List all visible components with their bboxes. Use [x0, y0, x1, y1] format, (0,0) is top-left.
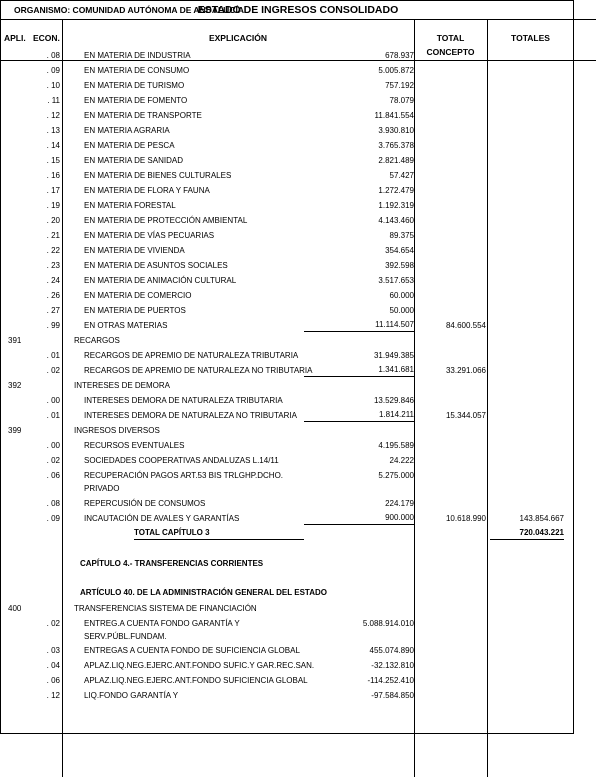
row-econ: . 02 — [46, 619, 60, 628]
header-apli: APLI. — [4, 33, 26, 43]
row-econ: . 10 — [46, 81, 60, 90]
row-econ: . 06 — [46, 676, 60, 685]
table-row — [0, 48, 574, 63]
row-econ: . 09 — [46, 66, 60, 75]
row-text: SOCIEDADES COOPERATIVAS ANDALUZAS L.14/11 — [84, 456, 279, 465]
table-row — [0, 318, 574, 333]
row-amt: 3.765.378 — [378, 141, 414, 150]
row-amt: 1.272.479 — [378, 186, 414, 195]
row-text: RECARGOS DE APREMIO DE NATURALEZA NO TRIBUTARIA — [84, 366, 313, 375]
table-row — [0, 93, 574, 108]
row-tot: 33.291.066 — [445, 366, 486, 375]
row-text: TOTAL CAPÍTULO 3 — [134, 526, 304, 540]
table-row — [0, 408, 574, 423]
row-econ: . 15 — [46, 156, 60, 165]
row-text: EN MATERIA DE COMERCIO — [84, 291, 192, 300]
table-row — [0, 468, 574, 493]
row-amt: 3.517.653 — [378, 276, 414, 285]
row-amt: 24.222 — [389, 456, 414, 465]
row-text: EN MATERIA DE PUERTOS — [84, 306, 186, 315]
table-row — [0, 168, 574, 183]
table-row — [0, 348, 574, 363]
row-text: LIQ.FONDO GARANTÍA Y — [84, 691, 179, 700]
row-amt: 455.074.890 — [369, 646, 414, 655]
table-row — [0, 616, 574, 641]
row-amt: 57.427 — [389, 171, 414, 180]
row-tot: 15.344.057 — [445, 411, 486, 420]
row-text: TRANSFERENCIAS SISTEMA DE FINANCIACIÓN — [74, 604, 257, 613]
row-econ: . 20 — [46, 216, 60, 225]
row-amt: 678.937 — [385, 51, 414, 60]
table-row — [0, 378, 574, 393]
row-econ: . 06 — [46, 471, 60, 480]
organismo-label: ORGANISMO: COMUNIDAD AUTÓNOMA DE ANDALUCÍA — [14, 5, 244, 15]
row-amt: 4.143.460 — [378, 216, 414, 225]
row-econ: . 12 — [46, 111, 60, 120]
row-text2: PRIVADO — [84, 484, 120, 493]
row-text: INGRESOS DIVERSOS — [74, 426, 160, 435]
row-text: REPERCUSIÓN DE CONSUMOS — [84, 499, 206, 508]
row-amt: 11.841.554 — [374, 111, 414, 120]
page-title: ESTADO DE INGRESOS CONSOLIDADO — [197, 4, 399, 16]
header-explicacion: EXPLICACIÓN — [208, 33, 268, 43]
table-row — [0, 123, 574, 138]
row-text: CAPÍTULO 4.- TRANSFERENCIAS CORRIENTES — [80, 559, 264, 568]
table-row — [0, 511, 574, 526]
row-econ: . 11 — [47, 96, 60, 105]
row-text: EN MATERIA DE TURISMO — [84, 81, 185, 90]
row-amt: 1.192.319 — [378, 201, 414, 210]
row-econ: . 01 — [46, 351, 60, 360]
row-econ: . 14 — [46, 141, 60, 150]
row-aplic: 399 — [8, 426, 22, 435]
row-text: EN MATERIA FORESTAL — [84, 201, 176, 210]
row-econ: . 21 — [46, 231, 60, 240]
row-text: INTERESES DEMORA DE NATURALEZA NO TRIBUTARIA — [84, 411, 297, 420]
table-row — [0, 78, 574, 93]
row-amt: 5.088.914.010 — [362, 619, 414, 628]
row-amt: 4.195.589 — [378, 441, 414, 450]
row-text2: SERV.PÚBL.FUNDAM. — [84, 632, 167, 641]
row-text: ENTREGAS A CUENTA FONDO DE SUFICIENCIA GLOBAL — [84, 646, 300, 655]
row-amt: 354.654 — [385, 246, 414, 255]
row-text: EN MATERIA AGRARIA — [84, 126, 170, 135]
table-row — [0, 228, 574, 243]
row-econ: . 00 — [46, 441, 60, 450]
header-econ: ECON. — [33, 33, 60, 43]
table-row — [0, 643, 574, 658]
row-text: INTERESES DEMORA DE NATURALEZA TRIBUTARIA — [84, 396, 283, 405]
row-econ: . 00 — [46, 396, 60, 405]
row-econ: . 16 — [46, 171, 60, 180]
table-row — [0, 243, 574, 258]
row-text: ARTÍCULO 40. DE LA ADMINISTRACIÓN GENERAL DEL ESTADO — [80, 588, 327, 597]
row-amt: 11.114.507 — [304, 318, 414, 332]
row-text: EN MATERIA DE SANIDAD — [84, 156, 183, 165]
row-econ: . 09 — [46, 514, 60, 523]
header-totales: TOTALES — [511, 33, 550, 43]
row-text: EN MATERIA DE PESCA — [84, 141, 175, 150]
row-amt: 224.179 — [385, 499, 414, 508]
row-econ: . 27 — [46, 306, 60, 315]
row-text: APLAZ.LIQ.NEG.EJERC.ANT.FONDO SUFIC.Y GAR.REC.SAN. — [84, 661, 315, 670]
row-econ: . 13 — [46, 126, 60, 135]
row-text: EN MATERIA DE ANIMACIÓN CULTURAL — [84, 276, 237, 285]
table-row — [0, 556, 574, 571]
table-row — [0, 453, 574, 468]
table-row — [0, 108, 574, 123]
row-aplic: 400 — [8, 604, 22, 613]
table-row — [0, 673, 574, 688]
row-econ: . 08 — [46, 499, 60, 508]
row-amt: 5.005.872 — [378, 66, 414, 75]
row-amt: 757.192 — [385, 81, 414, 90]
row-text: EN MATERIA DE CONSUMO — [84, 66, 190, 75]
table-row — [0, 138, 574, 153]
row-text: INTERESES DE DEMORA — [74, 381, 171, 390]
table-row — [0, 63, 574, 78]
table-row — [0, 423, 574, 438]
table-row — [0, 303, 574, 318]
table-row — [0, 333, 574, 348]
header-total: TOTAL — [436, 33, 465, 43]
row-text: RECARGOS — [74, 336, 120, 345]
row-econ: . 17 — [46, 186, 60, 195]
table-row — [0, 658, 574, 673]
table-row — [0, 496, 574, 511]
row-amt: 5.275.000 — [378, 471, 414, 480]
row-text: EN OTRAS MATERIAS — [84, 321, 168, 330]
row-amt: 50.000 — [389, 306, 414, 315]
table-row — [0, 198, 574, 213]
row-econ: . 23 — [46, 261, 60, 270]
table-row — [0, 273, 574, 288]
row-tot: 84.600.554 — [445, 321, 486, 330]
row-text: RECUPERACIÓN PAGOS ART.53 BIS TRLGHP.DCHO. — [84, 471, 284, 480]
table-row — [0, 183, 574, 198]
table-row — [0, 288, 574, 303]
row-aplic: 391 — [8, 336, 22, 345]
row-amt: 78.079 — [389, 96, 414, 105]
row-text: ENTREG.A CUENTA FONDO GARANTÍA Y — [84, 619, 240, 628]
row-text: INCAUTACIÓN DE AVALES Y GARANTÍAS — [84, 514, 240, 523]
row-amt: 13.529.846 — [373, 396, 414, 405]
row-text: EN MATERIA DE FOMENTO — [84, 96, 188, 105]
table-row — [0, 363, 574, 378]
table-row — [0, 585, 574, 600]
row-text: EN MATERIA DE FLORA Y FAUNA — [84, 186, 210, 195]
row-text: APLAZ.LIQ.NEG.EJERC.ANT.FONDO SUFICIENCIA GLOBAL — [84, 676, 308, 685]
table-row — [0, 393, 574, 408]
row-amt: 89.375 — [389, 231, 414, 240]
row-amt: 392.598 — [385, 261, 414, 270]
row-econ: . 01 — [46, 411, 60, 420]
table-row — [0, 526, 574, 541]
row-amt: 3.930.810 — [378, 126, 414, 135]
row-econ: . 19 — [46, 201, 60, 210]
row-text: EN MATERIA DE PROTECCIÓN AMBIENTAL — [84, 216, 248, 225]
row-econ: . 04 — [46, 661, 60, 670]
row-amt: 2.821.489 — [378, 156, 414, 165]
table-row — [0, 601, 574, 616]
row-econ: . 02 — [46, 456, 60, 465]
row-amt: 1.341.681 — [304, 363, 414, 377]
row-econ: . 03 — [46, 646, 60, 655]
table-row — [0, 438, 574, 453]
row-text: EN MATERIA DE VIVIENDA — [84, 246, 185, 255]
row-econ: . 02 — [46, 366, 60, 375]
table-row — [0, 213, 574, 228]
row-aplic: 392 — [8, 381, 22, 390]
row-tot: 10.618.990 — [445, 514, 486, 523]
row-amt: -97.584.850 — [371, 691, 414, 700]
row-econ: . 22 — [46, 246, 60, 255]
row-text: EN MATERIA DE ASUNTOS SOCIALES — [84, 261, 228, 270]
row-amt: 31.949.385 — [373, 351, 414, 360]
row-text: EN MATERIA DE BIENES CULTURALES — [84, 171, 232, 180]
row-econ: . 26 — [46, 291, 60, 300]
row-amt: 60.000 — [389, 291, 414, 300]
row-econ: . 24 — [46, 276, 60, 285]
table-row — [0, 688, 574, 703]
row-amt: -114.252.410 — [367, 676, 414, 685]
row-text: EN MATERIA DE INDUSTRIA — [84, 51, 191, 60]
row-grand: 720.043.221 — [490, 526, 564, 540]
row-text: EN MATERIA DE TRANSPORTE — [84, 111, 202, 120]
row-econ: . 12 — [46, 691, 60, 700]
row-text: RECURSOS EVENTUALES — [84, 441, 185, 450]
row-amt: -32.132.810 — [371, 661, 414, 670]
row-text: RECARGOS DE APREMIO DE NATURALEZA TRIBUTARIA — [84, 351, 299, 360]
row-amt: 1.814.211 — [304, 408, 414, 422]
row-text: EN MATERIA DE VÍAS PECUARIAS — [84, 231, 215, 240]
table-row — [0, 258, 574, 273]
row-econ: . 08 — [46, 51, 60, 60]
header-concepto: CONCEPTO — [426, 47, 475, 57]
row-amt: 900.000 — [304, 511, 414, 525]
row-econ: . 99 — [46, 321, 60, 330]
row-grand: 143.854.667 — [519, 514, 564, 523]
table-row — [0, 153, 574, 168]
